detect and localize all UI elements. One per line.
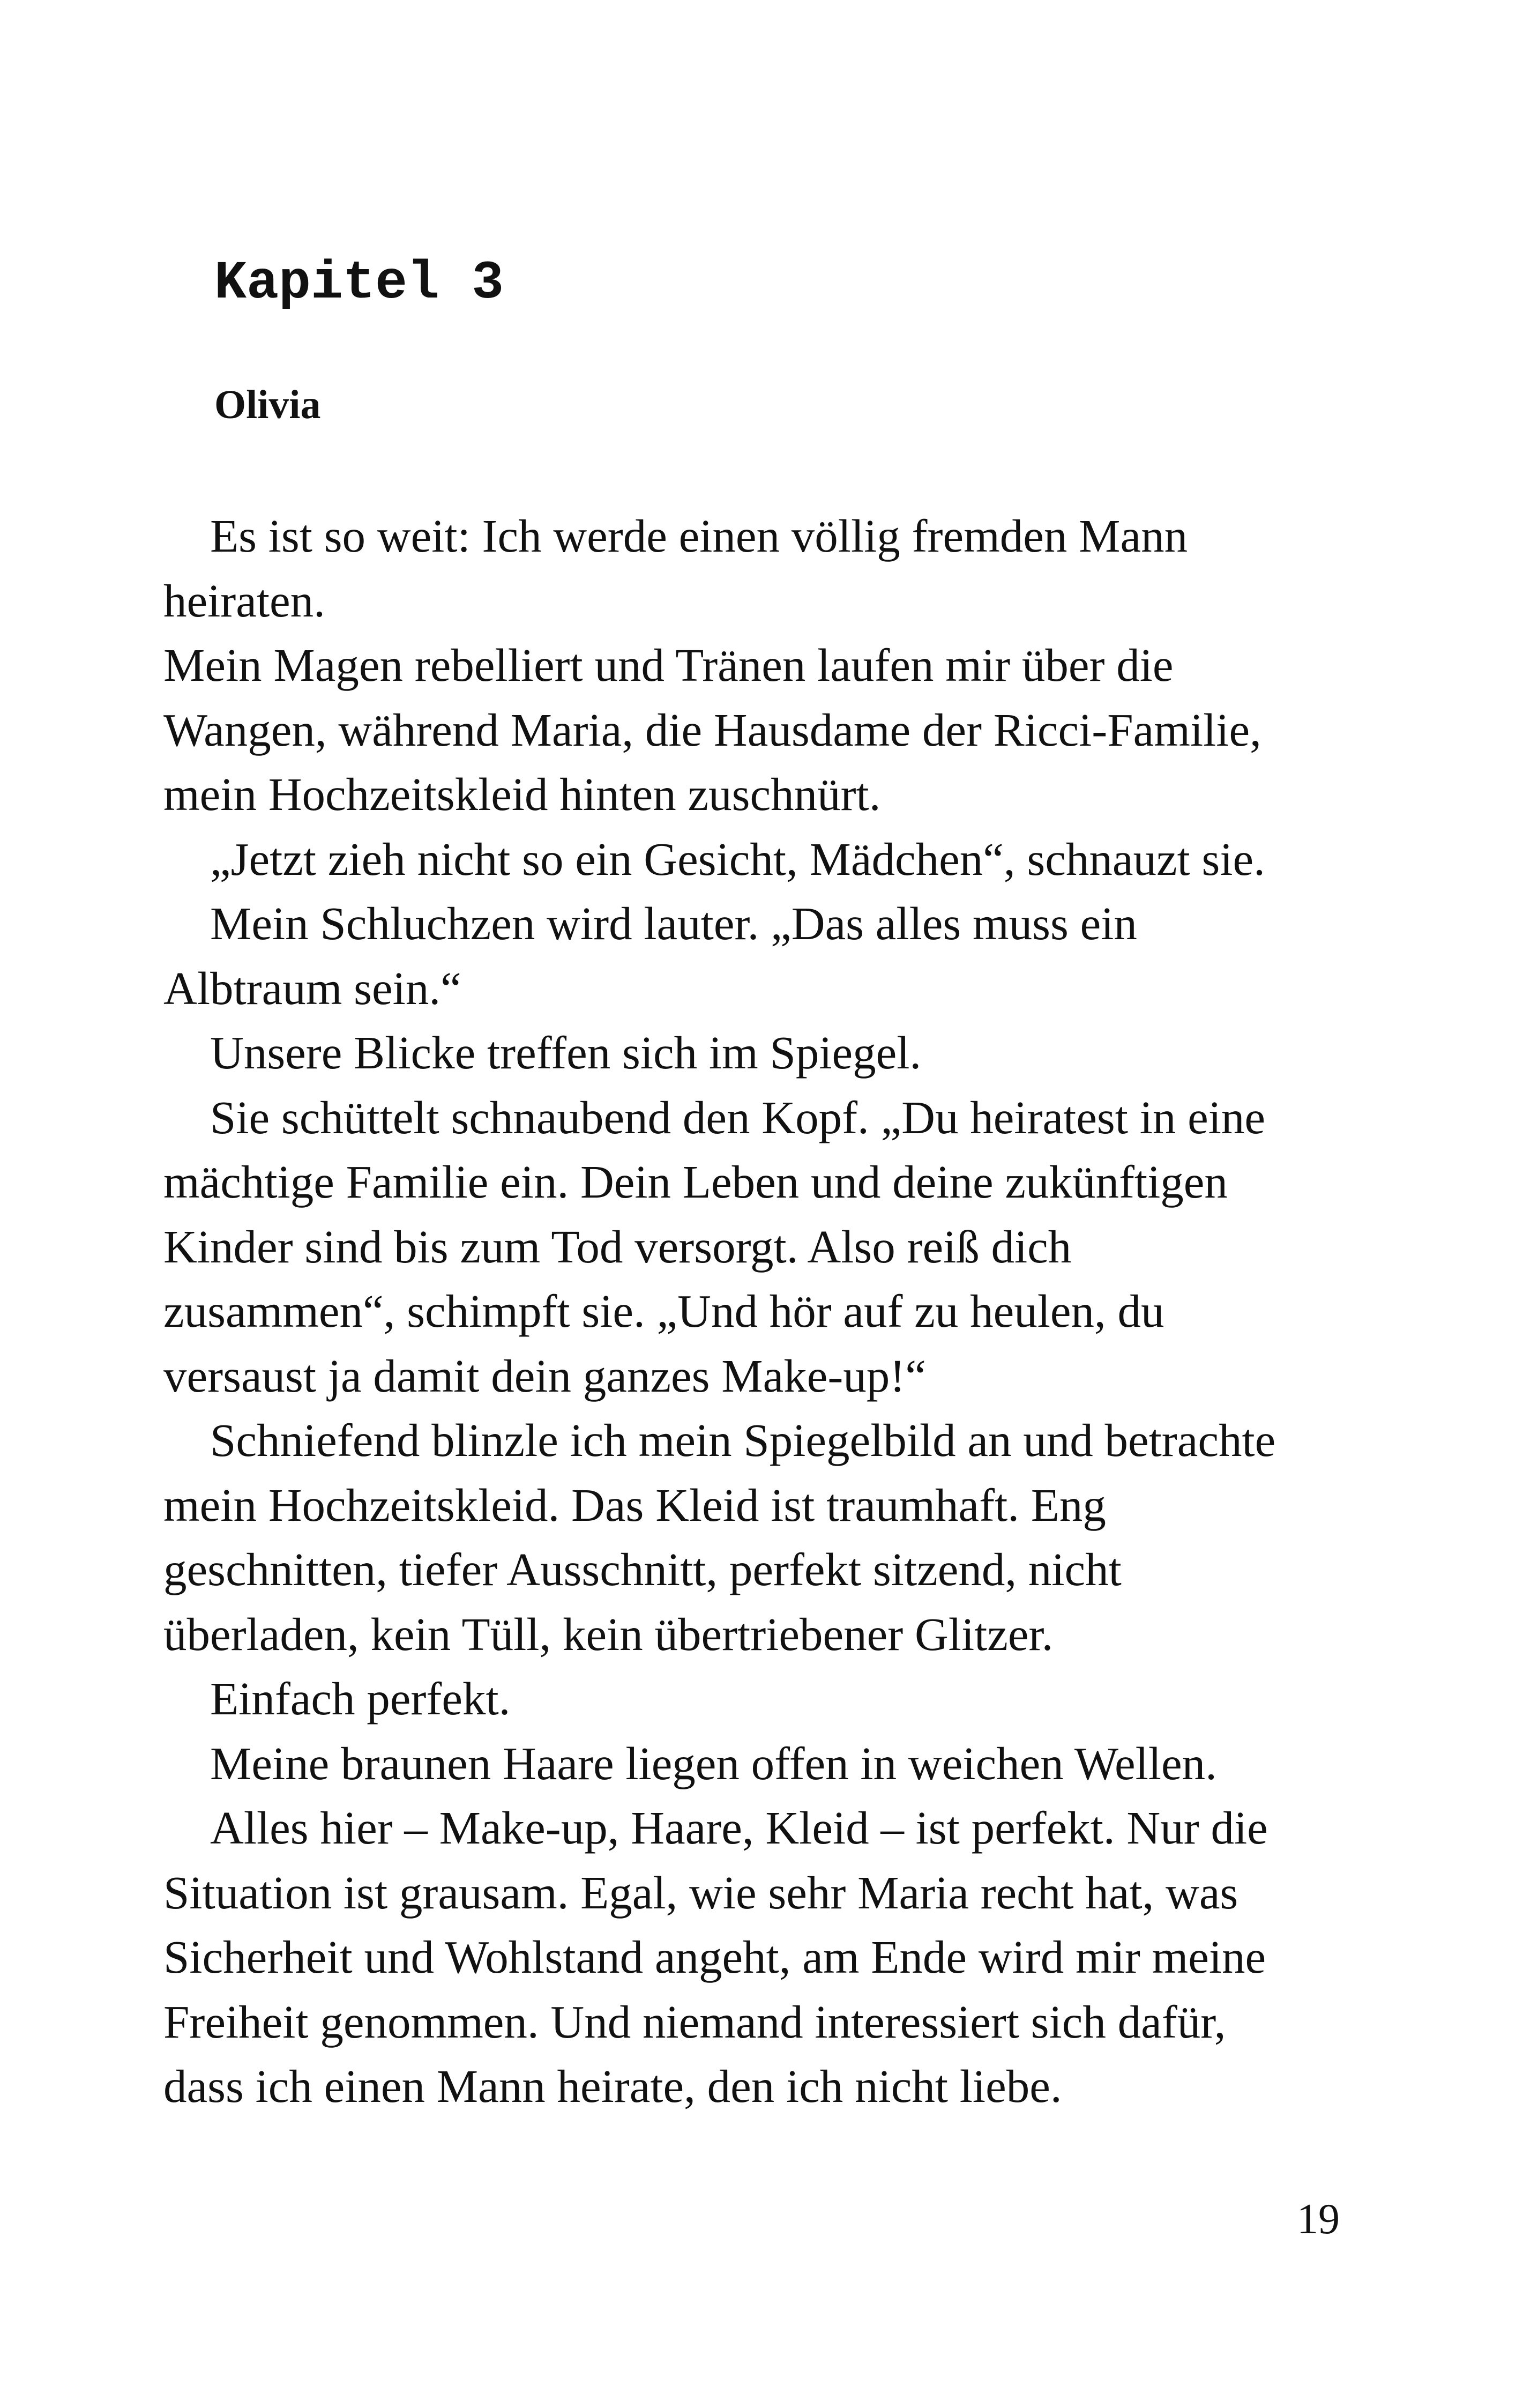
text-line: mein Hochzeitskleid. Das Kleid ist traumhaft. Eng xyxy=(163,1478,1106,1531)
page-number: 19 xyxy=(1297,2196,1340,2243)
text-line: Es ist so weit: Ich werde einen völlig fremden Mann xyxy=(163,510,1188,562)
text-line: Unsere Blicke treffen sich im Spiegel. xyxy=(163,1027,922,1079)
text-line: Mein Magen rebelliert und Tränen laufen mir über die xyxy=(163,639,1174,691)
text-line: Freiheit genommen. Und niemand interessiert sich dafür, xyxy=(163,1995,1226,2048)
text-line: Alles hier – Make-up, Haare, Kleid – ist perfekt. Nur die xyxy=(163,1802,1268,1854)
text-line: geschnitten, tiefer Ausschnitt, perfekt sitzend, nicht xyxy=(163,1543,1122,1595)
text-line: Wangen, während Maria, die Hausdame der Ricci-Familie, xyxy=(163,703,1261,756)
text-line: Kinder sind bis zum Tod versorgt. Also reiß dich xyxy=(163,1220,1072,1273)
text-line: Albtraum sein.“ xyxy=(163,962,461,1014)
text-line: Schniefend blinzle ich mein Spiegelbild an und betrachte xyxy=(163,1414,1276,1466)
chapter-body-text xyxy=(163,504,1342,2119)
text-line: mein Hochzeitskleid hinten zuschnürt. xyxy=(163,768,881,820)
text-line: dass ich einen Mann heirate, den ich nicht liebe. xyxy=(163,2060,1062,2112)
text-line: zusammen“, schimpft sie. „Und hör auf zu heulen, du xyxy=(163,1285,1164,1337)
pov-character-heading: Olivia xyxy=(214,382,321,427)
text-line: versaust ja damit dein ganzes Make-up!“ xyxy=(163,1349,926,1402)
text-line: Situation ist grausam. Egal, wie sehr Maria recht hat, was xyxy=(163,1866,1238,1919)
chapter-title: Kapitel 3 xyxy=(214,254,504,314)
text-line: Einfach perfekt. xyxy=(163,1673,511,1725)
text-line: mächtige Familie ein. Dein Leben und deine zukünftigen xyxy=(163,1156,1228,1208)
text-line: Meine braunen Haare liegen offen in weichen Wellen. xyxy=(163,1737,1217,1789)
text-line: heiraten. xyxy=(163,574,325,627)
text-line: „Jetzt zieh nicht so ein Gesicht, Mädchen“, schnauzt sie. xyxy=(163,833,1265,885)
text-line: Sicherheit und Wohlstand angeht, am Ende wird mir meine xyxy=(163,1931,1266,1983)
text-line: Mein Schluchzen wird lauter. „Das alles muss ein xyxy=(163,897,1137,949)
text-line: Sie schüttelt schnaubend den Kopf. „Du heiratest in eine xyxy=(163,1091,1266,1143)
text-line: überladen, kein Tüll, kein übertriebener Glitzer. xyxy=(163,1608,1054,1660)
